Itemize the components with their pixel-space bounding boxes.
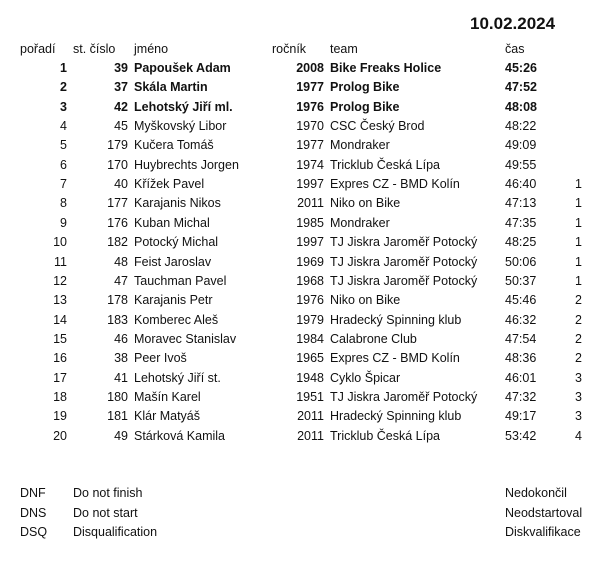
legend-english: Disqualification <box>73 525 158 539</box>
name-cell: Tauchman Pavel <box>134 273 227 288</box>
name-cell: Kuban Michal <box>134 215 210 230</box>
lap-cell: 1 <box>575 215 582 230</box>
name-cell: Lehotský Jiří st. <box>134 370 221 385</box>
year-cell: 2011 <box>297 196 324 211</box>
team-cell: TJ Jiskra Jaroměř Potocký <box>330 235 478 250</box>
start-number-cell: 181 <box>107 409 128 424</box>
legend-czech: Diskvalifikace <box>505 525 581 539</box>
time-cell: 48:22 <box>505 119 537 134</box>
start-number-cell: 180 <box>107 389 128 404</box>
rank-cell: 13 <box>53 293 67 308</box>
year-cell: 1951 <box>296 389 324 404</box>
start-number-cell: 178 <box>107 293 128 308</box>
legend-czech: Neodstartoval <box>505 505 583 520</box>
legend-abbr: DSQ <box>20 525 48 539</box>
year-cell: 2011 <box>297 409 324 424</box>
header-year: ročník <box>272 42 307 56</box>
year-cell: 1977 <box>296 138 324 153</box>
team-cell: TJ Jiskra Jaroměř Potocký <box>330 389 478 404</box>
rank-cell: 20 <box>53 428 67 443</box>
name-cell: Křížek Pavel <box>134 177 205 192</box>
name-cell: Papoušek Adam <box>134 61 231 75</box>
start-number-cell: 48 <box>114 254 128 269</box>
year-cell: 1969 <box>296 254 324 269</box>
header-time: čas <box>505 42 525 56</box>
team-cell: Expres CZ - BMD Kolín <box>330 177 460 192</box>
year-cell: 2011 <box>297 428 324 443</box>
team-cell: Prolog Bike <box>330 80 400 95</box>
start-number-cell: 41 <box>114 370 128 385</box>
time-cell: 50:06 <box>505 254 537 269</box>
name-cell: Skála Martin <box>134 80 208 95</box>
year-cell: 1979 <box>296 312 324 327</box>
time-cell: 48:36 <box>505 351 537 366</box>
team-cell: Prolog Bike <box>330 99 400 114</box>
table-row <box>0 291 612 310</box>
team-cell: Tricklub Česká Lípa <box>330 157 440 172</box>
legend-row <box>0 523 612 542</box>
time-cell: 47:13 <box>505 196 537 211</box>
time-cell: 47:32 <box>505 389 537 404</box>
rank-cell: 1 <box>60 61 67 75</box>
time-cell: 48:25 <box>505 235 537 250</box>
team-cell: Expres CZ - BMD Kolín <box>330 351 460 366</box>
rank-cell: 3 <box>60 99 67 114</box>
name-cell: Peer Ivoš <box>134 351 187 366</box>
team-cell: Niko on Bike <box>330 196 401 211</box>
header-number: st. číslo <box>73 42 116 56</box>
table-row <box>0 407 612 426</box>
legend-row <box>0 504 612 523</box>
start-number-cell: 37 <box>114 80 128 95</box>
legend-english: Do not finish <box>73 486 143 500</box>
team-cell: Bike Freaks Holice <box>330 61 442 75</box>
time-cell: 45:46 <box>505 293 537 308</box>
year-cell: 1970 <box>296 119 324 134</box>
team-cell: Calabrone Club <box>330 331 417 346</box>
rank-cell: 2 <box>60 80 67 95</box>
time-cell: 53:42 <box>505 428 537 443</box>
start-number-cell: 42 <box>114 99 128 114</box>
table-row <box>0 59 612 78</box>
table-row <box>0 214 612 233</box>
start-number-cell: 170 <box>107 157 128 172</box>
name-cell: Myškovský Libor <box>134 119 227 134</box>
lap-cell: 3 <box>575 409 582 424</box>
name-cell: Mašín Karel <box>134 389 201 404</box>
time-cell: 48:08 <box>505 99 537 114</box>
team-cell: Hradecký Spinning klub <box>330 409 462 424</box>
legend-english: Do not start <box>73 505 138 520</box>
year-cell: 1968 <box>296 273 324 288</box>
lap-cell: 3 <box>575 370 582 385</box>
year-cell: 2008 <box>296 61 324 75</box>
header-rank: pořadí <box>20 42 56 56</box>
team-cell: TJ Jiskra Jaroměř Potocký <box>330 273 478 288</box>
header-name: jméno <box>134 42 169 56</box>
rank-cell: 17 <box>53 370 67 385</box>
year-cell: 1948 <box>296 370 324 385</box>
rank-cell: 11 <box>54 254 67 269</box>
table-row <box>0 156 612 175</box>
start-number-cell: 47 <box>114 273 128 288</box>
table-row <box>0 98 612 117</box>
lap-cell: 1 <box>575 177 582 192</box>
time-cell: 46:32 <box>505 312 537 327</box>
table-row <box>0 233 612 252</box>
team-cell: Mondraker <box>330 138 390 153</box>
name-cell: Klár Matyáš <box>134 409 200 424</box>
lap-cell: 4 <box>575 428 582 443</box>
rank-cell: 15 <box>53 331 67 346</box>
rank-cell: 6 <box>60 157 67 172</box>
name-cell: Huybrechts Jorgen <box>134 157 239 172</box>
legend-abbr: DNF <box>20 486 46 500</box>
start-number-cell: 49 <box>114 428 128 443</box>
start-number-cell: 39 <box>114 61 128 75</box>
lap-cell: 1 <box>575 254 582 269</box>
rank-cell: 4 <box>60 119 67 134</box>
start-number-cell: 176 <box>107 215 128 230</box>
table-row <box>0 311 612 330</box>
rank-cell: 5 <box>60 138 67 153</box>
header-team: team <box>330 42 358 56</box>
name-cell: Moravec Stanislav <box>134 331 237 346</box>
start-number-cell: 45 <box>114 119 128 134</box>
rank-cell: 9 <box>60 215 67 230</box>
year-cell: 1977 <box>296 80 324 95</box>
team-cell: TJ Jiskra Jaroměř Potocký <box>330 254 478 269</box>
lap-cell: 2 <box>575 293 582 308</box>
time-cell: 49:55 <box>505 157 537 172</box>
year-cell: 1976 <box>296 293 324 308</box>
table-row <box>0 136 612 155</box>
name-cell: Lehotský Jiří ml. <box>134 99 233 114</box>
team-cell: Cyklo Špicar <box>330 370 401 385</box>
team-cell: CSC Český Brod <box>330 119 425 134</box>
time-cell: 45:26 <box>505 61 537 75</box>
start-number-cell: 183 <box>107 312 128 327</box>
lap-cell: 1 <box>575 273 582 288</box>
start-number-cell: 182 <box>107 235 128 250</box>
year-cell: 1997 <box>296 177 324 192</box>
time-cell: 46:01 <box>505 370 537 385</box>
table-row <box>0 253 612 272</box>
rank-cell: 14 <box>53 312 67 327</box>
time-cell: 49:09 <box>505 138 537 153</box>
lap-cell: 1 <box>575 196 582 211</box>
rank-cell: 7 <box>60 177 67 192</box>
legend-abbr: DNS <box>20 505 47 520</box>
year-cell: 1997 <box>296 235 324 250</box>
table-row <box>0 194 612 213</box>
rank-cell: 12 <box>53 273 67 288</box>
team-cell: Niko on Bike <box>330 293 401 308</box>
rank-cell: 10 <box>53 235 67 250</box>
name-cell: Komberec Aleš <box>134 312 219 327</box>
time-cell: 47:35 <box>505 215 537 230</box>
table-row <box>0 349 612 368</box>
year-cell: 1984 <box>296 331 324 346</box>
time-cell: 47:54 <box>505 331 537 346</box>
start-number-cell: 38 <box>114 351 128 366</box>
rank-cell: 8 <box>60 196 67 211</box>
name-cell: Feist Jaroslav <box>134 254 212 269</box>
table-row <box>0 78 612 97</box>
table-row <box>0 175 612 194</box>
time-cell: 50:37 <box>505 273 537 288</box>
team-cell: Mondraker <box>330 215 390 230</box>
year-cell: 1976 <box>296 99 324 114</box>
table-row <box>0 427 612 446</box>
legend-czech: Nedokončil <box>505 486 567 500</box>
year-cell: 1985 <box>296 215 324 230</box>
lap-cell: 2 <box>575 312 582 327</box>
lap-cell: 3 <box>575 389 582 404</box>
rank-cell: 19 <box>53 409 67 424</box>
table-row <box>0 117 612 136</box>
lap-cell: 1 <box>575 235 582 250</box>
start-number-cell: 177 <box>107 196 128 211</box>
team-cell: Hradecký Spinning klub <box>330 312 462 327</box>
name-cell: Potocký Michal <box>134 235 219 250</box>
name-cell: Kučera Tomáš <box>134 138 214 153</box>
rank-cell: 16 <box>53 351 67 366</box>
table-row <box>0 388 612 407</box>
name-cell: Karajanis Petr <box>134 293 213 308</box>
table-header <box>0 40 612 59</box>
name-cell: Karajanis Nikos <box>134 196 221 211</box>
start-number-cell: 179 <box>107 138 128 153</box>
legend-row <box>0 484 612 503</box>
team-cell: Tricklub Česká Lípa <box>330 428 440 443</box>
start-number-cell: 46 <box>114 331 128 346</box>
rank-cell: 18 <box>53 389 67 404</box>
table-row <box>0 330 612 349</box>
table-row <box>0 272 612 291</box>
results-date: 10.02.2024 <box>470 14 556 33</box>
lap-cell: 2 <box>575 331 582 346</box>
time-cell: 47:52 <box>505 80 537 95</box>
year-cell: 1965 <box>296 351 324 366</box>
table-row <box>0 369 612 388</box>
name-cell: Stárková Kamila <box>134 428 226 443</box>
start-number-cell: 40 <box>114 177 128 192</box>
year-cell: 1974 <box>296 157 324 172</box>
lap-cell: 2 <box>575 351 582 366</box>
time-cell: 46:40 <box>505 177 537 192</box>
time-cell: 49:17 <box>505 409 537 424</box>
